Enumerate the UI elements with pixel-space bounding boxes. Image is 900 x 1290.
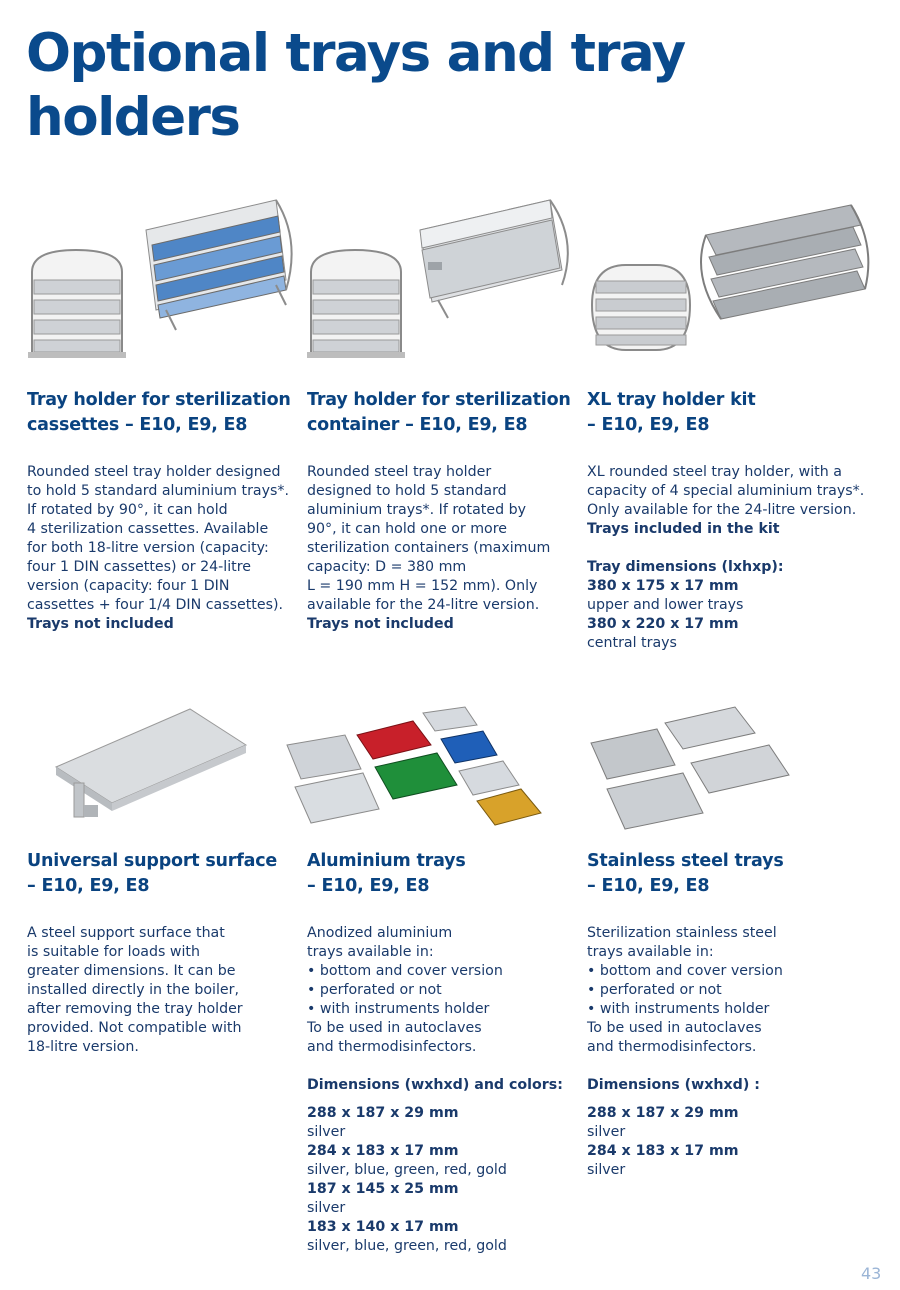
product-aluminium-trays [307,849,583,1256]
product-title [307,388,583,438]
title-line: cassettes – E10, E9, E8 [27,415,248,435]
title-line: Tray holder for sterilization [307,390,571,410]
description-line: To be used in autoclaves [587,1020,762,1036]
product-title [587,388,863,438]
description-line: greater dimensions. It can be [27,963,236,979]
description-line: aluminium trays*. If rotated by [307,502,526,518]
dimension-detail: silver, blue, green, red, gold [307,1162,507,1178]
product-description [27,924,303,1057]
description-line: Rounded steel tray holder [307,464,492,480]
gold-tray [477,789,541,825]
dimension-detail: silver [307,1200,346,1216]
description-line: XL rounded steel tray holder, with a [587,464,842,480]
dimension-detail: central trays [587,635,677,651]
product-description [307,463,583,634]
cassette-tray-holder-image [26,180,296,365]
description-line: • bottom and cover version [307,963,503,979]
title-line: Universal support surface [27,851,278,871]
description-line: Only available for the 24-litre version. [587,502,857,518]
dimensions-heading: Dimensions (wxhxd) : [587,1077,760,1093]
description-line: capacity: D = 380 mm [307,559,467,575]
dimension-detail: silver [307,1124,346,1140]
dimension-size: 183 x 140 x 17 mm [307,1219,459,1235]
product-title [27,388,303,438]
dimensions-heading: Tray dimensions (lxhxp): [587,559,784,575]
dimension-detail: upper and lower trays [587,597,744,613]
dimension-size: 284 x 183 x 17 mm [587,1143,739,1159]
product-description [587,463,863,653]
description-line: available for the 24-litre version. [307,597,540,613]
title-line: container – E10, E9, E8 [307,415,528,435]
description-line: • perforated or not [587,982,722,998]
description-line: • perforated or not [307,982,442,998]
red-tray [357,721,431,759]
product-description [587,924,863,1180]
description-line: 90°, it can hold one or more [307,521,507,537]
description-line: for both 18-litre version (capacity: [27,540,269,556]
title-line: Stainless steel trays [587,851,784,871]
description-line: designed to hold 5 standard [307,483,507,499]
dimension-size: 380 x 220 x 17 mm [587,616,739,632]
xl-tray-holder-image [586,185,876,365]
page-number: 43 [861,1264,882,1283]
description-line: after removing the tray holder [27,1001,243,1017]
dimension-detail: silver [587,1162,626,1178]
dimension-size: 284 x 183 x 17 mm [307,1143,459,1159]
description-line: trays available in: [307,944,434,960]
description-line: A steel support surface that [27,925,225,941]
description-line: four 1 DIN cassettes) or 24-litre [27,559,251,575]
page-title: Optional trays and tray holders [26,23,685,148]
description-line: 18-litre version. [27,1039,139,1055]
description-line: and thermodisinfectors. [587,1039,757,1055]
product-note: Trays not included [27,616,174,632]
description-line: cassettes + four 1/4 DIN cassettes). [27,597,284,613]
title-line: XL tray holder kit [587,390,756,410]
description-line: Rounded steel tray holder designed [27,464,281,480]
description-line: is suitable for loads with [27,944,200,960]
product-universal-support-surface [27,849,303,1057]
description-line: Anodized aluminium [307,925,453,941]
description-line: to hold 5 standard aluminium trays*. [27,483,289,499]
product-cassette-tray-holder [27,388,303,634]
description-line: installed directly in the boiler, [27,982,239,998]
product-note: Trays included in the kit [587,521,780,537]
title-line: Aluminium trays [307,851,466,871]
description-line: • bottom and cover version [587,963,783,979]
title-line: – E10, E9, E8 [587,415,710,435]
dimension-size: 380 x 175 x 17 mm [587,578,739,594]
description-line: If rotated by 90°, it can hold [27,502,228,518]
universal-support-surface-image [50,705,250,825]
description-line: 4 sterilization cassettes. Available [27,521,269,537]
product-description [27,463,303,634]
description-line: • with instruments holder [587,1001,770,1017]
product-title [587,849,863,899]
title-line: – E10, E9, E8 [307,876,430,896]
description-line: • with instruments holder [307,1001,490,1017]
title-line: Tray holder for sterilization [27,390,291,410]
product-title [27,849,303,899]
description-line: provided. Not compatible with [27,1020,242,1036]
description-line: capacity of 4 special aluminium trays*. [587,483,865,499]
green-tray [375,753,457,799]
product-stainless-steel-trays [587,849,863,1180]
product-description [307,924,583,1256]
dimension-size: 187 x 145 x 25 mm [307,1181,459,1197]
title-line: – E10, E9, E8 [27,876,150,896]
container-tray-holder-image [305,180,575,365]
description-line: version (capacity: four 1 DIN [27,578,230,594]
description-line: and thermodisinfectors. [307,1039,477,1055]
product-title [307,849,583,899]
product-container-tray-holder [307,388,583,634]
description-line: L = 190 mm H = 152 mm). Only [307,578,538,594]
description-line: Sterilization stainless steel [587,925,777,941]
dimension-size: 288 x 187 x 29 mm [587,1105,739,1121]
description-line: To be used in autoclaves [307,1020,482,1036]
product-xl-tray-holder-kit [587,388,863,653]
title-line: – E10, E9, E8 [587,876,710,896]
dimension-detail: silver, blue, green, red, gold [307,1238,507,1254]
dimension-size: 288 x 187 x 29 mm [307,1105,459,1121]
stainless-steel-trays-image [587,703,797,833]
aluminium-trays-image [283,705,545,830]
description-line: trays available in: [587,944,714,960]
description-line: sterilization containers (maximum [307,540,551,556]
dimensions-heading: Dimensions (wxhxd) and colors: [307,1077,563,1093]
dimension-detail: silver [587,1124,626,1140]
product-note: Trays not included [307,616,454,632]
blue-tray [441,731,497,763]
